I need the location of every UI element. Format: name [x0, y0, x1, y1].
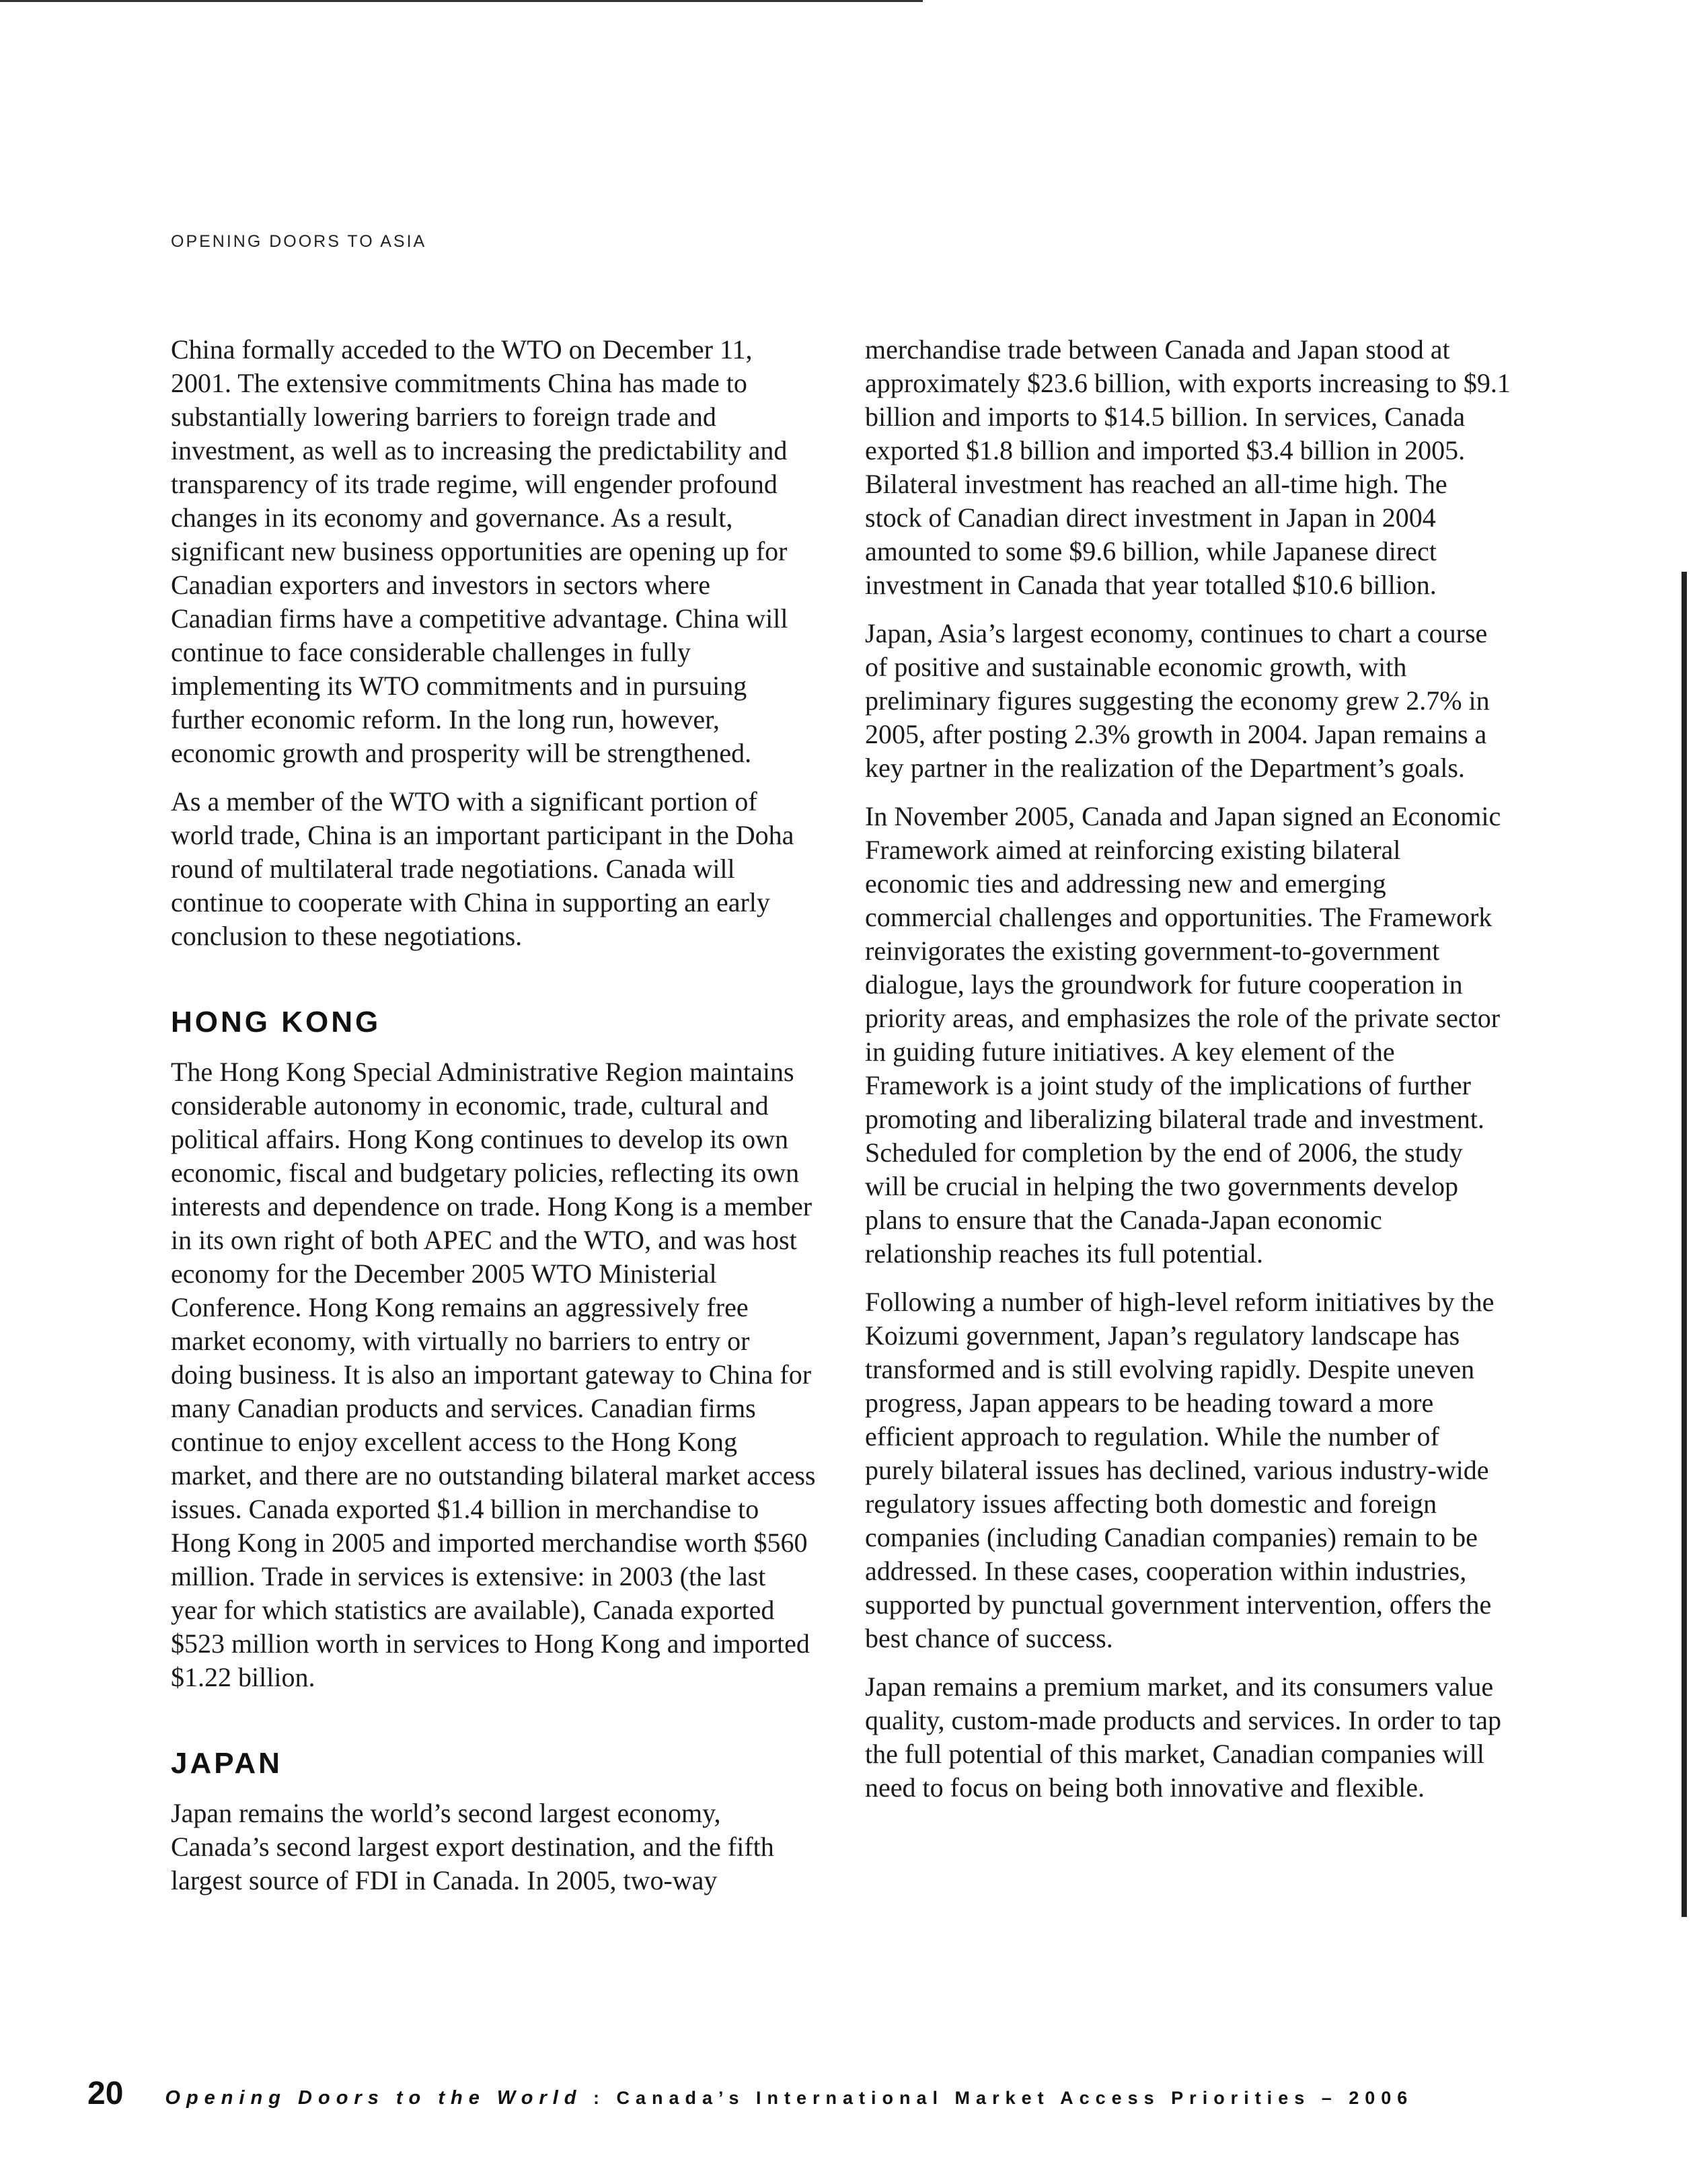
china-doha-paragraph: As a member of the WTO with a significant portion of world trade, China is an important participant in the Doha round of multilateral trade negotiations. Canada will continue to cooperate with China in supporting an early conclusion to these negotiations. — [171, 786, 794, 951]
regulatory-reform-paragraph: Following a number of high-level reform initiatives by the Koizumi government, Japan’s regulatory landscape has transformed and is still evolving rapidly. Despite uneven progress, Japan appears to be heading toward a more efficient approach to regulation. While the number of purely bilateral issues has declined, various industry-wide regulatory issues affecting both domestic and foreign companies (including Canadian companies) remain to be addressed. In these cases, cooperation within industries, supported by punctual government intervention, offers the best chance of success. — [865, 1287, 1495, 1653]
right-column — [865, 333, 1511, 1819]
economic-framework-paragraph: In November 2005, Canada and Japan signed an Economic Framework aimed at reinforcing existing bilateral economic ties and addressing new and emerging commercial challenges and opportunities. The Framework reinvigorates the existing government-to-government dialogue, lays the groundwork for future cooperation in priority areas, and emphasizes the role of the private sector in guiding future initiatives. A key element of the Framework is a joint study of the implications of further promoting and liberalizing bilateral trade and investment. Scheduled for completion by the end of 2006, the study will be crucial in helping the two governments develop plans to ensure that the Canada-Japan economic relationship reaches its full potential. — [865, 801, 1501, 1269]
page-edge-shadow — [1682, 572, 1687, 1917]
china-wto-paragraph: China formally acceded to the WTO on December 11, 2001. The extensive commitments China has made to substantially lowering barriers to foreign trade and investment, as well as to increasing the predictability and transparency of its trade regime, will engender profound changes in its economy and governance. As a result, significant new business opportunities are opening up for Canadian exporters and investors in sectors where Canadian firms have a competitive advantage. China will continue to face considerable challenges in fully implementing its WTO commitments and in pursuing further economic reform. In the long run, however, economic growth and prosperity will be strengthened. — [171, 334, 788, 768]
footer-title: Opening Doors to the World — [165, 2087, 582, 2109]
left-column — [171, 333, 817, 1912]
hong-kong-heading: HONG KONG — [171, 1006, 381, 1039]
footer-subtitle: : Canada’s International Market Access Priorities – 2006 — [582, 2088, 1414, 2108]
japan-economy-paragraph: Japan, Asia’s largest economy, continues to chart a course of positive and sustainable economic growth, with preliminary figures suggesting the economy grew 2.7% in 2005, after posting 2.3% growth in 2004. Japan remains a key partner in the realization of the Department’s goals. — [865, 618, 1490, 783]
japan-trade-paragraph: merchandise trade between Canada and Japan stood at approximately $23.6 billion, with exports increasing to $9.1 billion and imports to $14.5 billion. In services, Canada exported $1.8 billion and imported $3.4 billion in 2005. Bilateral investment has reached an all-time high. The stock of Canadian direct investment in Japan in 2004 amounted to some $9.6 billion, while Japanese direct investment in Canada that year totalled $10.6 billion. — [865, 334, 1511, 600]
hong-kong-paragraph: The Hong Kong Special Administrative Region maintains considerable autonomy in economic, trade, cultural and political affairs. Hong Kong continues to develop its own economic, fiscal and budgetary policies, reflecting its own interests and dependence on trade. Hong Kong is a member in its own right of both APEC and the WTO, and was host economy for the December 2005 WTO Ministerial Conference. Hong Kong remains an aggressively free market economy, with virtually no barriers to entry or doing business. It is also an important gateway to China for many Canadian products and services. Canadian firms continue to enjoy excellent access to the Hong Kong market, and there are no outstanding bilateral market access issues. Canada exported $1.4 billion in merchandise to Hong Kong in 2005 and imported merchandise worth $560 million. Trade in services is extensive: in 2003 (the last year for which statistics are available), Canada exported $523 million worth in services to Hong Kong and imported $1.22 billion. — [171, 1057, 816, 1692]
premium-market-paragraph: Japan remains a premium market, and its consumers value quality, custom-made products and services. In order to tap the full potential of this market, Canadian companies will need to focus on being both innovative and flexible. — [865, 1671, 1502, 1803]
japan-intro-paragraph: Japan remains the world’s second largest economy, Canada’s second largest export destination, and the fifth largest source of FDI in Canada. In 2005, two-way — [171, 1798, 774, 1895]
page-footer — [87, 2075, 1634, 2112]
page-number: 20 — [87, 2076, 124, 2111]
running-head: OPENING DOORS TO ASIA — [171, 232, 427, 251]
japan-heading: JAPAN — [171, 1747, 282, 1780]
top-rule — [0, 0, 923, 2]
